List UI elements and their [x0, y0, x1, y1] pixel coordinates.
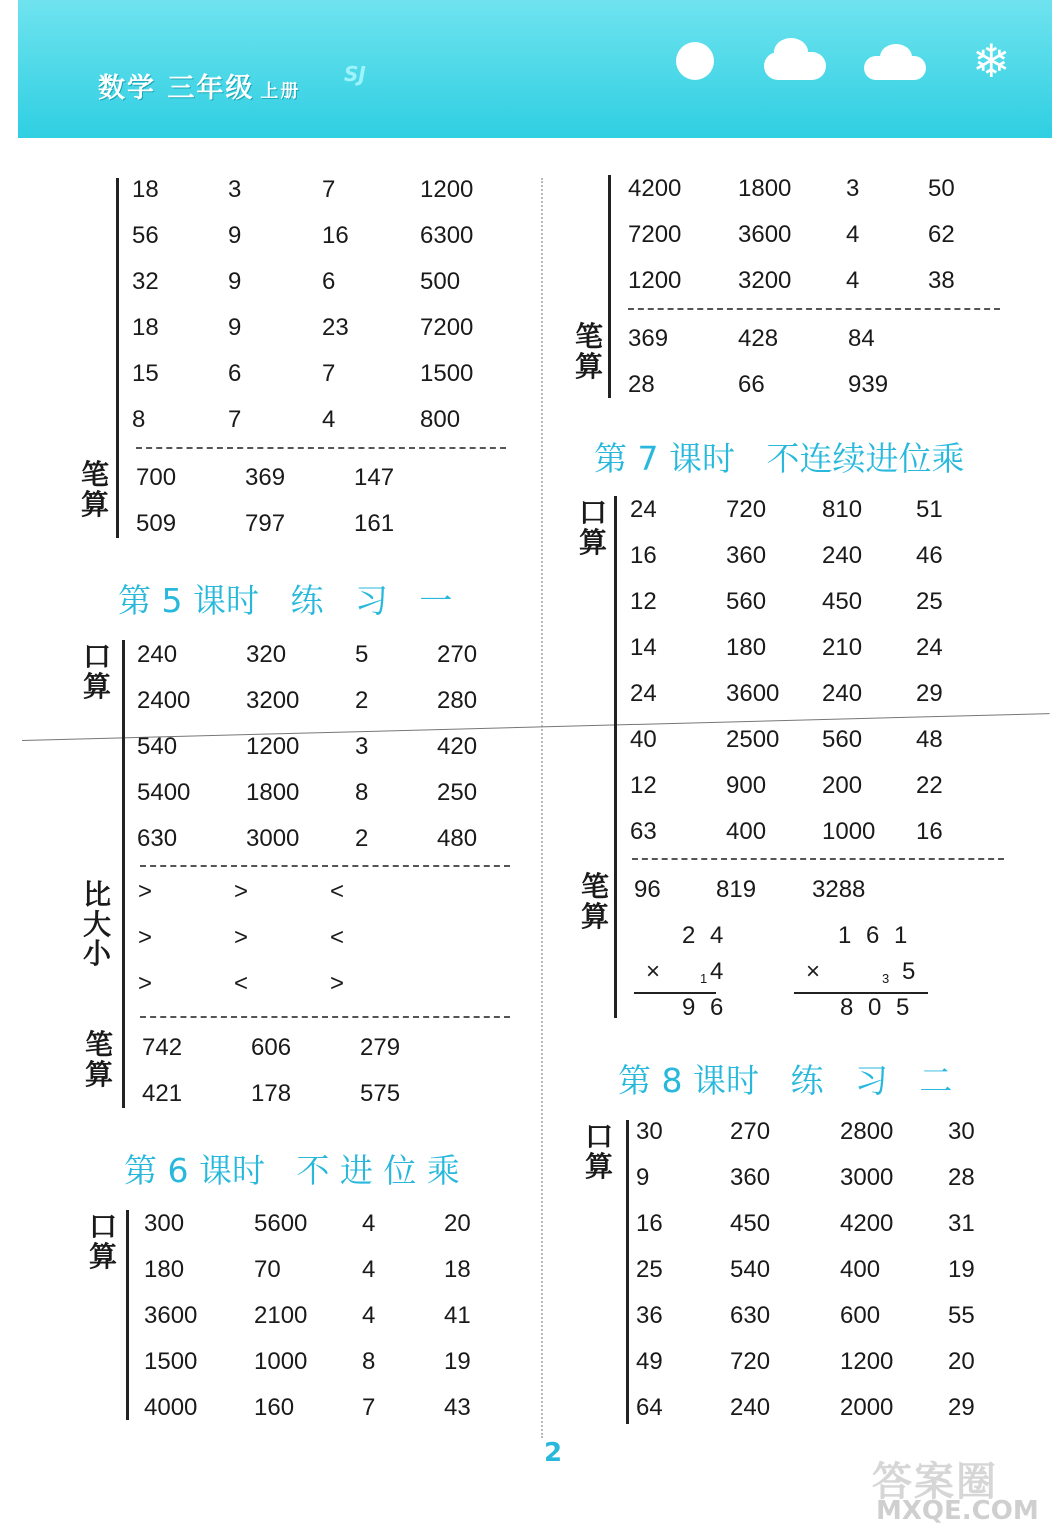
answer-cell: 16 — [630, 542, 657, 569]
answer-cell: 1200 — [420, 176, 474, 203]
answer-cell: 25 — [916, 588, 943, 615]
answer-cell: 421 — [142, 1080, 183, 1107]
answer-cell: 400 — [840, 1256, 881, 1283]
answer-cell: 2100 — [254, 1302, 308, 1329]
answer-cell: 3000 — [840, 1164, 894, 1191]
answer-cell: 38 — [928, 267, 955, 294]
dashed-divider — [136, 447, 506, 449]
answer-cell: 280 — [437, 687, 478, 714]
answer-cell: 29 — [916, 680, 943, 707]
answer-cell: 18 — [444, 1256, 471, 1283]
answer-cell: 3200 — [738, 267, 792, 294]
answer-cell: 1800 — [738, 175, 792, 202]
calc-sign: × — [806, 958, 821, 985]
answer-cell: 5 — [355, 641, 369, 668]
calc-carry: 3 — [882, 971, 890, 986]
answer-cell: 600 — [840, 1302, 881, 1329]
watermark-logo: 答案圈 — [872, 1459, 998, 1505]
answer-cell: 1500 — [144, 1348, 198, 1375]
answer-cell: 509 — [136, 510, 177, 537]
answer-cell: 32 — [132, 268, 159, 295]
answer-cell: 560 — [726, 588, 767, 615]
answer-cell: 30 — [636, 1118, 663, 1145]
answer-cell: 5600 — [254, 1210, 308, 1237]
answer-cell: 161 — [354, 510, 395, 537]
section-label: 笔 算 — [84, 1028, 113, 1091]
answer-cell: 12 — [630, 772, 657, 799]
answer-cell: 70 — [254, 1256, 281, 1283]
answer-cell: 250 — [437, 779, 478, 806]
answer-cell: 160 — [254, 1394, 295, 1421]
answer-cell: 5400 — [137, 779, 191, 806]
section-label: 口 算 — [88, 1210, 117, 1273]
answer-cell: 575 — [360, 1080, 401, 1107]
answer-cell: 400 — [726, 818, 767, 845]
answer-cell: 8 — [132, 406, 146, 433]
calc-sign: × — [646, 958, 661, 985]
answer-cell: 3000 — [246, 825, 300, 852]
answer-cell: 12 — [630, 588, 657, 615]
answer-cell: 4 — [322, 406, 336, 433]
answer-cell: 180 — [144, 1256, 185, 1283]
answer-cell: 320 — [246, 641, 287, 668]
answer-cell: 428 — [738, 325, 779, 352]
calc-bottom: 4 — [710, 958, 724, 985]
answer-cell: 3 — [355, 733, 369, 760]
answer-cell: 28 — [948, 1164, 975, 1191]
dashed-divider — [140, 865, 510, 867]
answer-cell: 20 — [948, 1348, 975, 1375]
dashed-divider — [140, 1016, 510, 1018]
calc-carry: 1 — [700, 971, 708, 986]
answer-cell: 360 — [726, 542, 767, 569]
answer-cell: 270 — [437, 641, 478, 668]
answer-cell: 66 — [738, 371, 765, 398]
answer-cell: 7 — [322, 360, 336, 387]
section-label: 比 大 小 — [82, 878, 111, 971]
answer-cell: 3 — [846, 175, 860, 202]
answer-cell: 4 — [846, 221, 860, 248]
answer-cell: 4200 — [628, 175, 682, 202]
lesson-title: 第 6 课时 不 进 位 乘 — [124, 1151, 460, 1190]
answer-cell: 6300 — [420, 222, 474, 249]
answer-cell: 41 — [444, 1302, 471, 1329]
answer-cell: 9 — [228, 314, 242, 341]
answer-cell: 240 — [822, 542, 863, 569]
answer-cell: 147 — [354, 464, 395, 491]
answer-cell: 540 — [137, 733, 178, 760]
vertical-rule — [626, 1120, 629, 1424]
answer-cell: 23 — [322, 314, 349, 341]
answer-cell: 36 — [636, 1302, 663, 1329]
answer-cell: 1200 — [840, 1348, 894, 1375]
answer-cell: 3288 — [812, 876, 866, 903]
answer-cell: 178 — [251, 1080, 292, 1107]
page-number: 2 — [544, 1438, 563, 1468]
answer-cell: 25 — [636, 1256, 663, 1283]
answer-cell: 16 — [636, 1210, 663, 1237]
answer-cell: 6 — [228, 360, 242, 387]
answer-cell: 200 — [822, 772, 863, 799]
dashed-divider — [632, 858, 1004, 860]
answer-cell: 28 — [628, 371, 655, 398]
answer-cell: 2500 — [726, 726, 780, 753]
answer-cell: 797 — [245, 510, 286, 537]
vertical-rule — [126, 1210, 129, 1420]
answer-cell: 1500 — [420, 360, 474, 387]
answer-cell: 4 — [846, 267, 860, 294]
answer-cell: 1000 — [254, 1348, 308, 1375]
answer-cell: 3 — [228, 176, 242, 203]
compare-symbol: > — [138, 970, 153, 997]
answer-cell: 14 — [630, 634, 657, 661]
answer-cell: 630 — [137, 825, 178, 852]
answer-cell: 24 — [630, 680, 657, 707]
section-label: 笔 算 — [580, 870, 609, 933]
answer-cell: 9 — [228, 268, 242, 295]
compare-symbol: > — [234, 924, 249, 951]
snowflake-icon: ❄ — [972, 34, 1011, 88]
section-label: 口 算 — [584, 1120, 613, 1183]
answer-cell: 4 — [362, 1210, 376, 1237]
answer-cell: 4 — [362, 1302, 376, 1329]
answer-cell: 4000 — [144, 1394, 198, 1421]
watermark-url: MXQE.COM — [876, 1496, 1039, 1526]
answer-cell: 939 — [848, 371, 889, 398]
answer-cell: 369 — [628, 325, 669, 352]
answer-cell: 6 — [322, 268, 336, 295]
answer-cell: 270 — [730, 1118, 771, 1145]
answer-cell: 2400 — [137, 687, 191, 714]
answer-cell: 450 — [822, 588, 863, 615]
answer-cell: 7 — [322, 176, 336, 203]
calc-top: 1 6 1 — [838, 922, 912, 949]
compare-symbol: > — [330, 970, 345, 997]
answer-cell: 360 — [730, 1164, 771, 1191]
answer-cell: 18 — [132, 314, 159, 341]
answer-cell: 240 — [137, 641, 178, 668]
answer-cell: 1200 — [246, 733, 300, 760]
calc-result: 9 6 — [682, 994, 728, 1021]
answer-cell: 96 — [634, 876, 661, 903]
answer-cell: 29 — [948, 1394, 975, 1421]
lesson-title: 第 8 课时 练 习 二 — [618, 1061, 953, 1100]
calc-bottom: 5 — [902, 958, 916, 985]
answer-cell: 1000 — [822, 818, 876, 845]
answer-cell: 30 — [948, 1118, 975, 1145]
lesson-title: 第 5 课时 练 习 一 — [118, 581, 453, 620]
answer-cell: 2000 — [840, 1394, 894, 1421]
compare-symbol: > — [138, 924, 153, 951]
calc-top: 2 4 — [682, 922, 728, 949]
answer-cell: 51 — [916, 496, 943, 523]
answer-cell: 2 — [355, 687, 369, 714]
answer-cell: 3200 — [246, 687, 300, 714]
vertical-rule — [122, 640, 125, 1108]
answer-cell: 540 — [730, 1256, 771, 1283]
answer-cell: 20 — [444, 1210, 471, 1237]
sun-icon — [676, 42, 714, 80]
answer-cell: 15 — [132, 360, 159, 387]
section-label: 笔 算 — [80, 458, 109, 521]
vertical-rule — [608, 175, 611, 398]
answer-cell: 24 — [630, 496, 657, 523]
answer-cell: 8 — [362, 1348, 376, 1375]
calc-result: 8 0 5 — [840, 994, 914, 1021]
answer-cell: 300 — [144, 1210, 185, 1237]
answer-cell: 3600 — [738, 221, 792, 248]
lesson-title: 第 7 课时 不连续进位乘 — [594, 439, 965, 478]
answer-cell: 31 — [948, 1210, 975, 1237]
dashed-divider — [628, 308, 1000, 310]
answer-cell: 810 — [822, 496, 863, 523]
answer-cell: 279 — [360, 1034, 401, 1061]
answer-cell: 369 — [245, 464, 286, 491]
answer-cell: 63 — [630, 818, 657, 845]
answer-cell: 24 — [916, 634, 943, 661]
answer-cell: 16 — [322, 222, 349, 249]
answer-cell: 800 — [420, 406, 461, 433]
answer-cell: 606 — [251, 1034, 292, 1061]
header-subtitle: 上册 — [260, 81, 301, 102]
answer-cell: 1800 — [246, 779, 300, 806]
answer-cell: 2800 — [840, 1118, 894, 1145]
answer-cell: 700 — [136, 464, 177, 491]
answer-cell: 7 — [362, 1394, 376, 1421]
answer-cell: 7 — [228, 406, 242, 433]
answer-cell: 4 — [362, 1256, 376, 1283]
answer-cell: 46 — [916, 542, 943, 569]
compare-symbol: < — [330, 924, 345, 951]
answer-cell: 630 — [730, 1302, 771, 1329]
answer-cell: 240 — [822, 680, 863, 707]
answer-cell: 18 — [132, 176, 159, 203]
section-label: 口 算 — [578, 496, 607, 559]
answer-cell: 62 — [928, 221, 955, 248]
answer-cell: 19 — [444, 1348, 471, 1375]
answer-cell: 1200 — [628, 267, 682, 294]
answer-cell: 720 — [730, 1348, 771, 1375]
compare-symbol: < — [234, 970, 249, 997]
answer-cell: 9 — [228, 222, 242, 249]
column-divider — [541, 178, 543, 1438]
answer-cell: 8 — [355, 779, 369, 806]
answer-cell: 19 — [948, 1256, 975, 1283]
compare-symbol: > — [234, 878, 249, 905]
answer-cell: 180 — [726, 634, 767, 661]
section-label: 笔 算 — [574, 320, 603, 383]
answer-cell: 50 — [928, 175, 955, 202]
answer-cell: 240 — [730, 1394, 771, 1421]
answer-cell: 48 — [916, 726, 943, 753]
answer-cell: 2 — [355, 825, 369, 852]
compare-symbol: > — [138, 878, 153, 905]
header-title: 数学 三年级 上册 — [98, 73, 301, 104]
answer-cell: 420 — [437, 733, 478, 760]
answer-cell: 56 — [132, 222, 159, 249]
answer-cell: 16 — [916, 818, 943, 845]
answer-cell: 560 — [822, 726, 863, 753]
answer-cell: 450 — [730, 1210, 771, 1237]
compare-symbol: < — [330, 878, 345, 905]
answer-cell: 4200 — [840, 1210, 894, 1237]
vertical-rule — [614, 496, 617, 1018]
answer-cell: 3600 — [726, 680, 780, 707]
answer-cell: 480 — [437, 825, 478, 852]
answer-cell: 210 — [822, 634, 863, 661]
answer-cell: 500 — [420, 268, 461, 295]
answer-cell: 9 — [636, 1164, 650, 1191]
answer-cell: 84 — [848, 325, 875, 352]
answer-cell: 43 — [444, 1394, 471, 1421]
answer-cell: 900 — [726, 772, 767, 799]
answer-cell: 742 — [142, 1034, 183, 1061]
answer-cell: 7200 — [420, 314, 474, 341]
answer-cell: 819 — [716, 876, 757, 903]
answer-cell: 49 — [636, 1348, 663, 1375]
answer-cell: 7200 — [628, 221, 682, 248]
vertical-rule — [116, 178, 119, 538]
section-label: 口 算 — [82, 640, 111, 703]
answer-cell: 40 — [630, 726, 657, 753]
answer-cell: 22 — [916, 772, 943, 799]
answer-cell: 720 — [726, 496, 767, 523]
answer-cell: 3600 — [144, 1302, 198, 1329]
answer-cell: 55 — [948, 1302, 975, 1329]
sj-logo: SJ — [344, 62, 366, 86]
answer-cell: 64 — [636, 1394, 663, 1421]
